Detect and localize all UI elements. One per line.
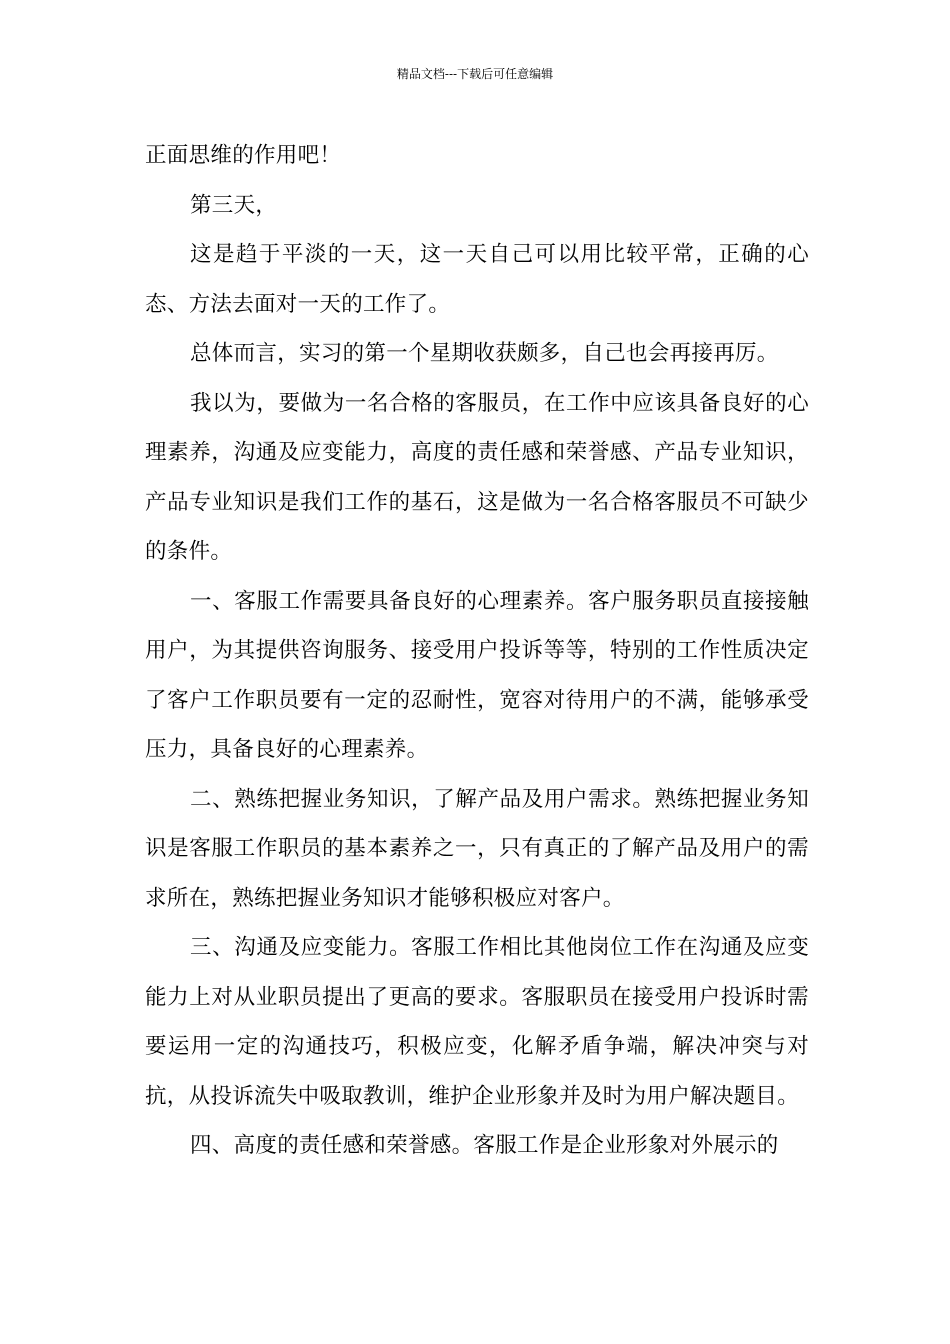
paragraph-7: 二、熟练把握业务知识，了解产品及用户需求。熟练把握业务知识是客服工作职员的基本素养之一，只有真正的了解产品及用户的需求所在，熟练把握业务知识才能够积极应对客户。 xyxy=(145,786,809,911)
paragraph-8: 三、沟通及应变能力。客服工作相比其他岗位工作在沟通及应变能力上对从业职员提出了更高的要求。客服职员在接受用户投诉时需要运用一定的沟通技巧，积极应变，化解矛盾争端，解决冲突与对抗，从投诉流失中吸取教训，维护企业形象并及时为用户解决题目。 xyxy=(145,935,809,1109)
paragraph-6: 一、客服工作需要具备良好的心理素养。客户服务职员直接接触用户，为其提供咨询服务、接受用户投诉等等，特别的工作性质决定了客户工作职员要有一定的忍耐性，宽容对待用户的不满，能够承受压力，具备良好的心理素养。 xyxy=(145,588,809,762)
paragraph-9: 四、高度的责任感和荣誉感。客服工作是企业形象对外展示的 xyxy=(190,1133,779,1158)
page-header: 精品文档---下载后可任意编辑 xyxy=(396,67,554,81)
document-body xyxy=(145,131,809,1171)
paragraph-5: 我以为，要做为一名合格的客服员，在工作中应该具备良好的心理素养，沟通及应变能力，高度的责任感和荣誉感、产品专业知识，产品专业知识是我们工作的基石，这是做为一名合格客服员不可缺少的条件。 xyxy=(145,390,809,564)
paragraph-2: 第三天， xyxy=(190,192,278,218)
paragraph-1: 正面思维的作用吧！ xyxy=(145,143,342,168)
paragraph-4: 总体而言，实习的第一个星期收获颇多，自己也会再接再厉。 xyxy=(190,341,779,366)
paragraph-3: 这是趋于平淡的一天，这一天自己可以用比较平常，正确的心态、方法去面对一天的工作了。 xyxy=(145,242,809,317)
